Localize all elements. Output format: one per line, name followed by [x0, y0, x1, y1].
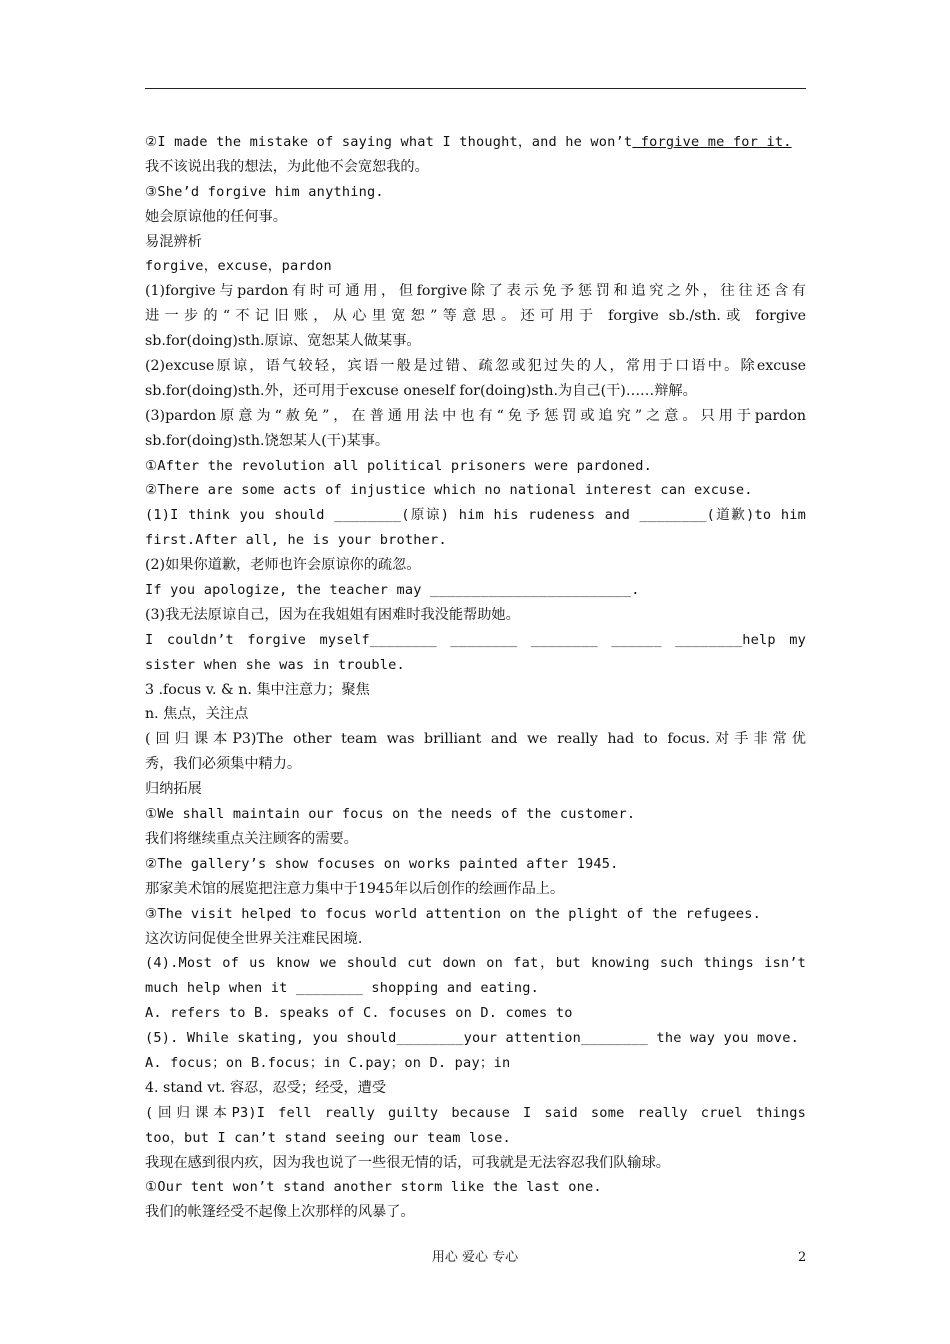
- footer-slogan: 用心 爱心 专心: [431, 1250, 519, 1265]
- exercise-line: (5). While skating, you should________your attention________ the way you move.: [145, 1030, 799, 1047]
- explanation-line: (2)excuse原谅，语气较轻，宾语一般是过错、疏忽或犯过失的人，常用于口语中。除excuse: [145, 358, 806, 375]
- translation-line: 我们将继续重点关注顾客的需要。: [145, 830, 358, 847]
- explanation-line: sb.for(doing)sth.饶恕某人(干)某事。: [145, 432, 390, 449]
- exercise-line: first.After all, he is your brother.: [145, 532, 447, 549]
- vocab-heading: 3 .focus v. & n. 集中注意力；聚焦: [145, 681, 370, 698]
- exercise-line: sister when she was in trouble.: [145, 656, 405, 673]
- vocab-subheading: n. 焦点，关注点: [145, 706, 249, 723]
- textbook-example: (回归课本P3)The other team was brilliant and we really had to focus.对手非常优: [145, 731, 806, 748]
- exercise-line: (4).Most of us know we should cut down on fat，but knowing such things isn’t: [145, 955, 806, 972]
- translation-line: 我不该说出我的想法，为此他不会宽恕我的。: [145, 158, 429, 175]
- example-line: ①We shall maintain our focus on the needs of the customer.: [145, 806, 636, 823]
- example-line: ①Our tent won’t stand another storm like the last one.: [145, 1179, 602, 1196]
- translation-line: 那家美术馆的展览把注意力集中于1945年以后创作的绘画作品上。: [145, 880, 565, 897]
- document-body: [145, 130, 806, 1225]
- example-line: ②The gallery’s show focuses on works painted after 1945.: [145, 855, 619, 872]
- example-line: ③The visit helped to focus world attention on the plight of the refugees.: [145, 905, 762, 922]
- section-heading: 归纳拓展: [145, 781, 202, 798]
- example-line: ①After the revolution all political prisoners were pardoned.: [145, 457, 653, 474]
- textbook-example: (回归课本P3)I fell really guilty because I said some really cruel things: [145, 1104, 806, 1121]
- section-heading: 易混辨析: [145, 233, 202, 250]
- translation-line: 她会原谅他的任何事。: [145, 208, 287, 225]
- exercise-line: (1)I think you should ________(原谅) him his rudeness and ________(道歉)to him: [145, 507, 806, 524]
- translation-line: 秀，我们必须集中精力。: [145, 756, 302, 773]
- explanation-line: (1)forgive与pardon有时可通用，但forgive除了表示免予惩罚和追究之外，往往还含有: [145, 283, 806, 300]
- explanation-line: sb.for(doing)sth.原谅、宽恕某人做某事。: [145, 333, 421, 350]
- exercise-line: much help when it ________ shopping and eating.: [145, 980, 540, 997]
- page-number: 2: [798, 1250, 807, 1265]
- example-text: ②I made the mistake of saying what I thought，and he won’t: [145, 134, 633, 150]
- vocab-heading: 4. stand vt. 容忍，忍受；经受，遭受: [145, 1079, 387, 1096]
- textbook-example: too，but I can’t stand seeing our team lose.: [145, 1129, 511, 1146]
- explanation-line: sb.for(doing)sth.外，还可用于excuse oneself for(doing)sth.为自己(干)……辩解。: [145, 382, 697, 399]
- exercise-options: A. focus；on B.focus；in C.pay；on D. pay；in: [145, 1054, 511, 1071]
- example-line: ③She’d forgive him anything.: [145, 183, 384, 200]
- exercise-line: (3)我无法原谅自己，因为在我姐姐有困难时我没能帮助她。: [145, 606, 520, 623]
- exercise-line: I couldn’t forgive myself________ ________ ________ ______ ________help my: [145, 631, 806, 648]
- exercise-line: If you apologize, the teacher may ________________________.: [145, 582, 640, 599]
- word-group: forgive，excuse，pardon: [145, 258, 332, 275]
- translation-line: 我现在感到很内疚，因为我也说了一些很无情的话，可我就是无法容忍我们队输球。: [145, 1154, 670, 1171]
- example-line: [145, 130, 806, 155]
- underlined-phrase: forgive me for it.: [632, 134, 792, 150]
- explanation-line: (3)pardon原意为“赦免”，在普通用法中也有“免予惩罚或追究”之意。只用于pardon: [145, 407, 806, 424]
- exercise-line: (2)如果你道歉，老师也许会原谅你的疏忽。: [145, 557, 421, 574]
- exercise-options: A. refers to B. speaks of C. focuses on D. comes to: [145, 1005, 573, 1022]
- header-rule: [145, 88, 806, 89]
- translation-line: 这次访问促使全世界关注难民困境.: [145, 930, 363, 947]
- explanation-line: 进一步的“不记旧账，从心里宽恕”等意思。还可用于 forgive sb./sth.或 forgive: [145, 308, 806, 325]
- example-line: ②There are some acts of injustice which no national interest can excuse.: [145, 482, 753, 499]
- page-footer: [0, 1246, 950, 1270]
- translation-line: 我们的帐篷经受不起像上次那样的风暴了。: [145, 1204, 415, 1221]
